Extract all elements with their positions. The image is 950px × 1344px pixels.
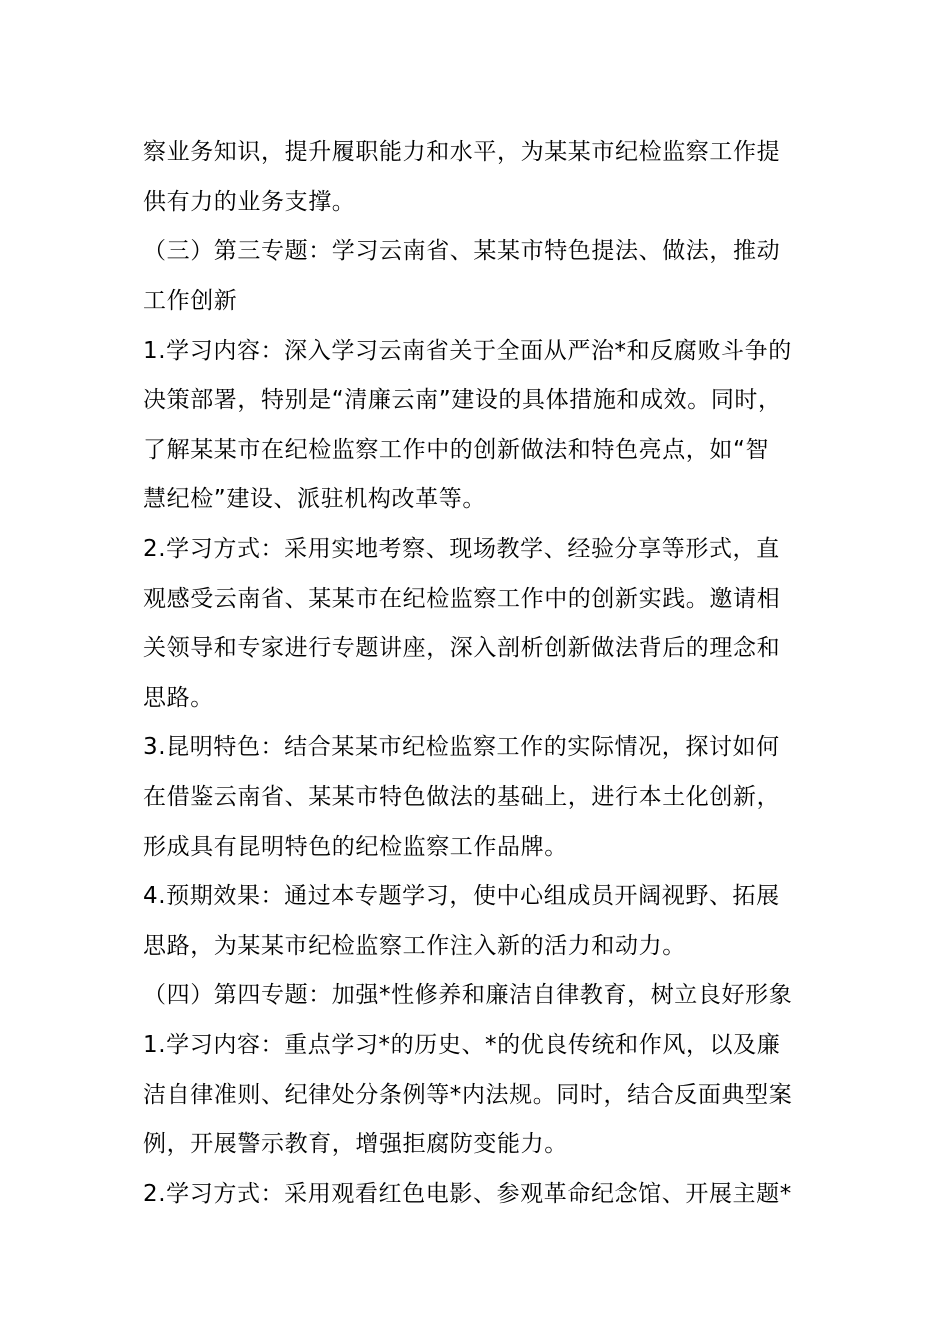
text-line: 在借鉴云南省、某某市特色做法的基础上，进行本土化创新， (143, 784, 781, 810)
section-heading: 工作创新 (143, 288, 238, 314)
text-line: 形成具有昆明特色的纪检监察工作品牌。 (143, 834, 568, 860)
text-line: 观感受云南省、某某市在纪检监察工作中的创新实践。邀请相 (143, 586, 781, 612)
text-line: 3.昆明特色：结合某某市纪检监察工作的实际情况，探讨如何 (143, 734, 780, 760)
text-line: 供有力的业务支撑。 (143, 189, 356, 215)
text-line: 2.学习方式：采用实地考察、现场教学、经验分享等形式，直 (143, 536, 780, 562)
text-line: 决策部署，特别是“清廉云南”建设的具体措施和成效。同时， (143, 387, 782, 413)
text-line: 例，开展警示教育，增强拒腐防变能力。 (143, 1131, 568, 1157)
text-line: 1.学习内容：重点学习*的历史、*的优良传统和作风，以及廉 (143, 1032, 781, 1058)
text-line: 察业务知识，提升履职能力和水平，为某某市纪检监察工作提 (143, 139, 781, 165)
text-line: 慧纪检”建设、派驻机构改革等。 (143, 486, 486, 512)
text-line: 思路。 (143, 685, 214, 711)
section-heading: （三）第三专题：学习云南省、某某市特色提法、做法，推动 (143, 238, 781, 264)
text-line: 4.预期效果：通过本专题学习，使中心组成员开阔视野、拓展 (143, 883, 780, 909)
text-line: 洁自律准则、纪律处分条例等*内法规。同时，结合反面典型案 (143, 1082, 793, 1108)
text-line: 1.学习内容：深入学习云南省关于全面从严治*和反腐败斗争的 (143, 338, 792, 364)
section-heading: （四）第四专题：加强*性修养和廉洁自律教育，树立良好形象 (143, 982, 793, 1008)
text-line: 思路，为某某市纪检监察工作注入新的活力和动力。 (143, 933, 686, 959)
text-line: 了解某某市在纪检监察工作中的创新做法和特色亮点，如“智 (143, 437, 770, 463)
text-line: 关领导和专家进行专题讲座，深入剖析创新做法背后的理念和 (143, 635, 781, 661)
text-line: 2.学习方式：采用观看红色电影、参观革命纪念馆、开展主题* (143, 1181, 792, 1207)
